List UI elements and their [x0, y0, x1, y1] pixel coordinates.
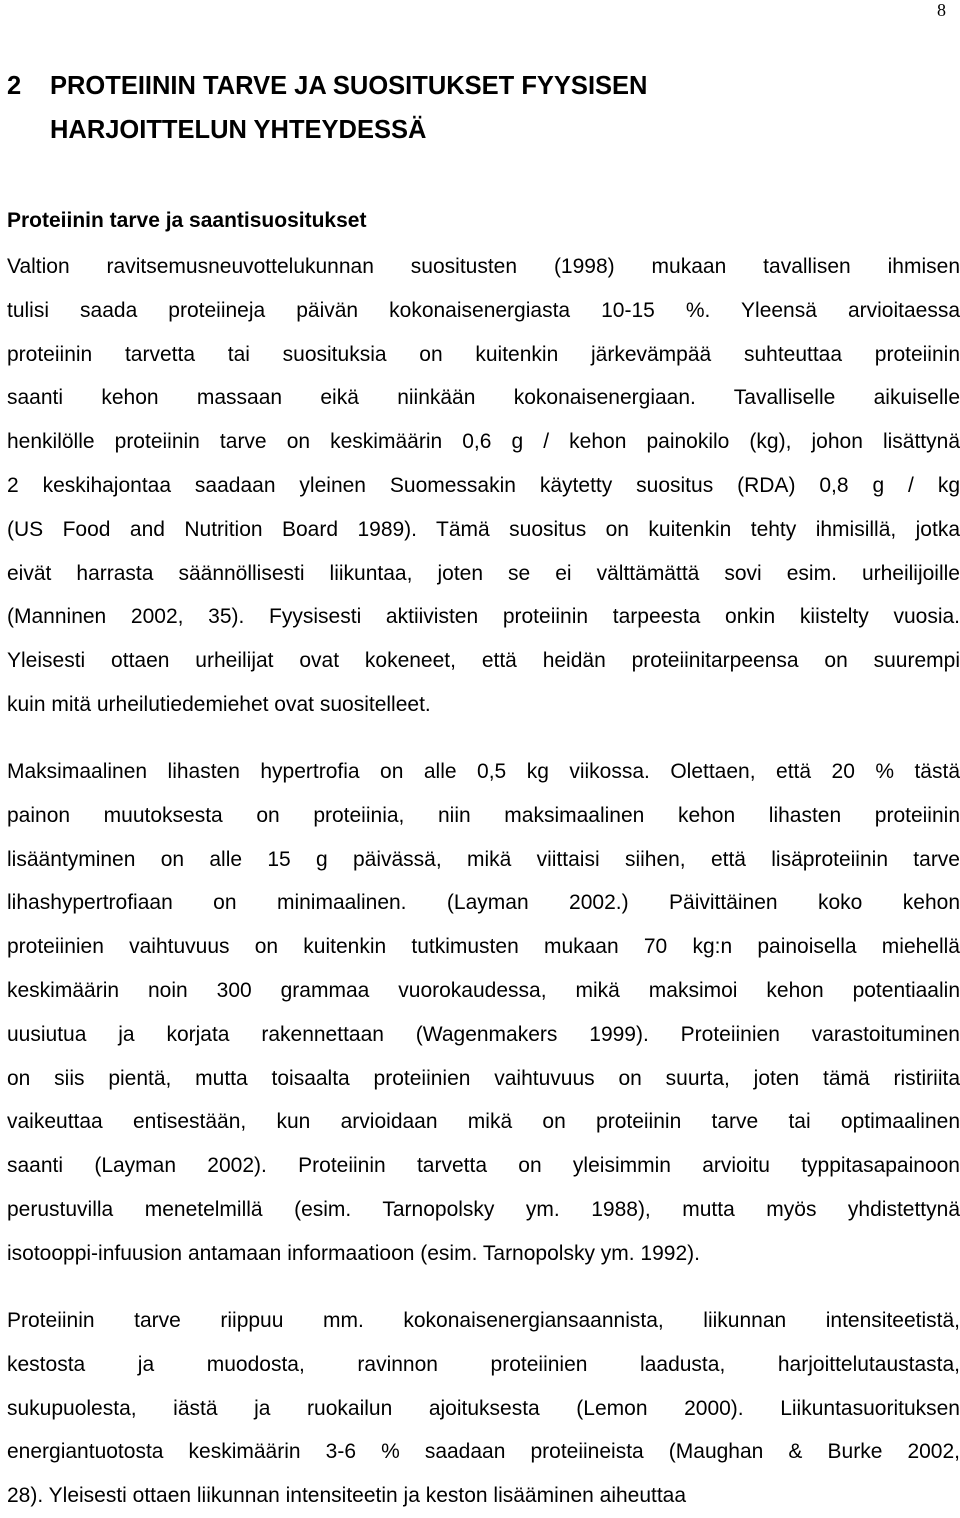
text-line: lisääntyminen on alle 15 g päivässä, mikä viittaisi siihen, että lisäproteiinin tarve [7, 847, 960, 871]
text-line: tulisi saada proteiineja päivän kokonaisenergiasta 10-15 %. Yleensä arvioitaessa [7, 298, 960, 322]
text-line: vaikeuttaa entisestään, kun arvioidaan mikä on proteiinin tarve tai optimaalinen [7, 1110, 960, 1134]
text-line: 28). Yleisesti ottaen liikunnan intensiteetin ja keston lisääminen aiheuttaa [7, 1484, 687, 1508]
chapter-title-line1: PROTEIININ TARVE JA SUOSITUKSET FYYSISEN [50, 72, 648, 100]
text-line: kestosta ja muodosta, ravinnon proteiinien laadusta, harjoittelutaustasta, [7, 1352, 960, 1376]
text-line: painon muutoksesta on proteiinia, niin maksimaalinen kehon lihasten proteiinin [7, 803, 960, 827]
text-line: proteiinien vaihtuvuus on kuitenkin tutkimusten mukaan 70 kg:n painoisella miehellä [7, 935, 960, 959]
text-line: (US Food and Nutrition Board 1989). Tämä suositus on kuitenkin tehty ihmisillä, jotka [7, 517, 960, 541]
text-line: eivät harrasta säännöllisesti liikuntaa, joten se ei välttämättä sovi esim. urheilijoille [7, 561, 960, 585]
text-line: kuin mitä urheilutiedemiehet ovat suositelleet. [7, 692, 431, 716]
text-line: (Manninen 2002, 35). Fyysisesti aktiivisten proteiinin tarpeesta onkin kiistelty vuosia. [7, 605, 960, 629]
text-line: isotooppi-infuusion antamaan informaatioon (esim. Tarnopolsky ym. 1992). [7, 1241, 700, 1265]
text-line: henkilölle proteiinin tarve on keskimäärin 0,6 g / kehon painokilo (kg), johon lisättynä [7, 430, 960, 454]
text-line: saanti (Layman 2002). Proteiinin tarvetta on yleisimmin arvioitu typpitasapainoon [7, 1154, 960, 1178]
text-line: proteiinin tarvetta tai suosituksia on kuitenkin järkevämpää suhteuttaa proteiinin [7, 342, 960, 366]
section-title: Proteiinin tarve ja saantisuositukset [7, 209, 367, 232]
text-line: lihashypertrofiaan on minimaalinen. (Layman 2002.) Päivittäinen koko kehon [7, 891, 960, 915]
text-line: Proteiinin tarve riippuu mm. kokonaisenergiansaannista, liikunnan intensiteetistä, [7, 1309, 960, 1332]
body-paragraph-2 [7, 750, 960, 1276]
text-line: perustuvilla menetelmillä (esim. Tarnopolsky ym. 1988), mutta myös yhdistettynä [7, 1197, 960, 1221]
chapter-heading [7, 64, 647, 152]
chapter-title-line2: HARJOITTELUN YHTEYDESSÄ [50, 116, 427, 144]
page-number: 8 [937, 0, 946, 20]
text-line: Yleisesti ottaen urheilijat ovat kokeneet, että heidän proteiinitarpeensa on suurempi [7, 649, 960, 673]
text-line: Maksimaalinen lihasten hypertrofia on alle 0,5 kg viikossa. Olettaen, että 20 % tästä [7, 760, 960, 783]
text-line: keskimäärin noin 300 grammaa vuorokaudessa, mikä maksimoi kehon potentiaalin [7, 978, 960, 1002]
body-paragraph-1 [7, 245, 960, 727]
text-line: 2 keskihajontaa saadaan yleinen Suomessakin käytetty suositus (RDA) 0,8 g / kg [7, 473, 960, 497]
text-line: energiantuotosta keskimäärin 3-6 % saadaan proteiineista (Maughan & Burke 2002, [7, 1440, 960, 1464]
text-line: saanti kehon massaan eikä niinkään kokonaisenergiaan. Tavalliselle aikuiselle [7, 386, 960, 410]
text-line: Valtion ravitsemusneuvottelukunnan suositusten (1998) mukaan tavallisen ihmisen [7, 255, 960, 278]
text-line: uusiutua ja korjata rakennettaan (Wagenmakers 1999). Proteiinien varastoituminen [7, 1022, 960, 1046]
text-line: sukupuolesta, iästä ja ruokailun ajoituksesta (Lemon 2000). Liikuntasuorituksen [7, 1396, 960, 1420]
chapter-number: 2 [7, 72, 22, 100]
text-line: on siis pientä, mutta toisaalta proteiinien vaihtuvuus on suurta, joten tämä ristiriita [7, 1066, 960, 1090]
body-paragraph-3 [7, 1299, 960, 1518]
